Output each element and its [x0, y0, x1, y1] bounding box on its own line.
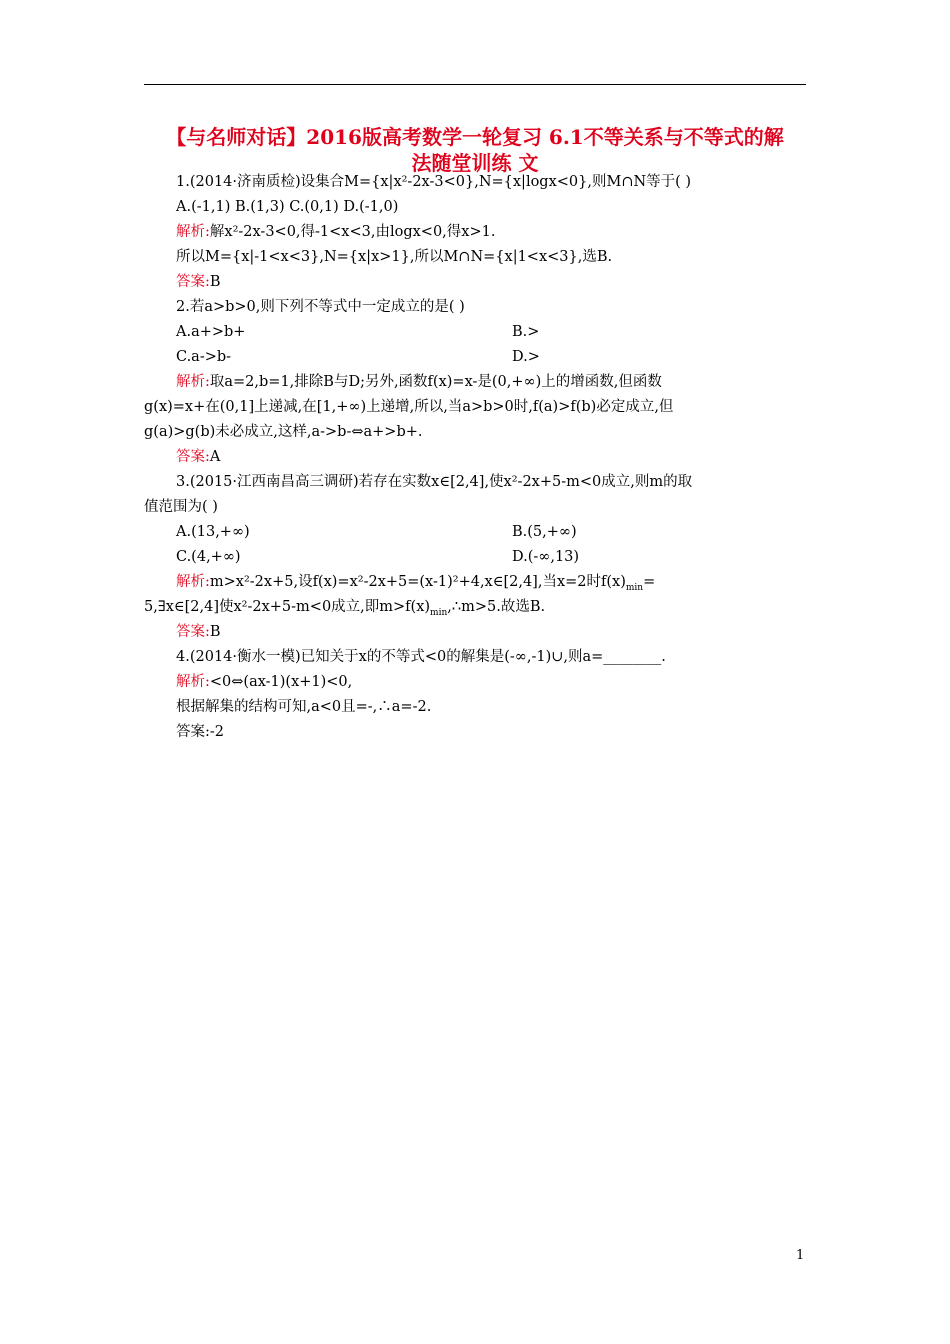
q2-stem: 2.若a>b>0,则下列不等式中一定成立的是( ) — [176, 299, 465, 315]
answer-label: 答案: — [176, 624, 210, 640]
analysis-text: 取a=2,b=1,排除B与D;另外,函数f(x)=x-是(0,+∞)上的增函数,但函数 — [209, 374, 662, 390]
q3-stem-line-1: 3.(2015·江西南昌高三调研)若存在实数x∈[2,4],使x²-2x+5-m<0成立,则m的取 — [176, 474, 693, 490]
header-rule — [144, 84, 806, 85]
q1-stem: 1.(2014·济南质检)设集合M={x|x²-2x-3<0},N={x|logx<0},则M∩N等于( ) — [176, 174, 692, 190]
q3-options-row-2 — [144, 545, 809, 570]
answer-label: 答案: — [176, 274, 210, 290]
q3-analysis-line-1 — [144, 570, 809, 595]
analysis-text: 5,∃x∈[2,4]使x²-2x+5-m<0成立,即m>f(x) — [144, 599, 431, 615]
q4-answer: 答案:-2 — [176, 724, 225, 740]
option-c: C.a->b- — [176, 349, 232, 365]
analysis-text: = — [643, 574, 656, 590]
option-b: B.> — [512, 324, 540, 340]
answer-value: B — [209, 624, 221, 640]
analysis-text: ,∴m>5.故选B. — [447, 599, 546, 615]
analysis-label: 解析: — [176, 374, 210, 390]
analysis-text: <0⇔(ax-1)(x+1)<0, — [209, 674, 353, 690]
q3-stem-line-2: 值范围为( ) — [144, 499, 218, 515]
q1-analysis-line-2: 所以M={x|-1<x<3},N={x|x>1},所以M∩N={x|1<x<3},选B. — [176, 249, 613, 265]
q2-options-row-2 — [144, 345, 809, 370]
answer-label: 答案: — [176, 449, 210, 465]
q1-analysis-line-1 — [144, 220, 809, 245]
q3-options-row-1 — [144, 520, 809, 545]
q2-analysis-line-1 — [144, 370, 809, 395]
analysis-text: 解x²-2x-3<0,得-1<x<3,由logx<0,得x>1. — [209, 224, 496, 240]
option-d: D.> — [512, 349, 540, 365]
q1-answer — [144, 270, 809, 295]
analysis-label: 解析: — [176, 574, 210, 590]
document-body — [144, 170, 809, 745]
q1-options: A.(-1,1) B.(1,3) C.(0,1) D.(-1,0) — [176, 199, 399, 215]
q4-analysis-line-1 — [144, 670, 809, 695]
q3-answer — [144, 620, 809, 645]
option-a: A.(13,+∞) — [176, 524, 250, 540]
title-line-1: 【与名师对话】2016版高考数学一轮复习 6.1不等关系与不等式的解 — [166, 125, 784, 149]
option-b: B.(5,+∞) — [512, 524, 577, 540]
option-d: D.(-∞,13) — [512, 549, 580, 565]
analysis-label: 解析: — [176, 674, 210, 690]
q4-analysis-line-2: 根据解集的结构可知,a<0且=-,∴a=-2. — [176, 699, 432, 715]
q2-answer — [144, 445, 809, 470]
q3-analysis-line-2 — [144, 595, 809, 620]
option-c: C.(4,+∞) — [176, 549, 241, 565]
min-subscript: min — [625, 582, 644, 593]
analysis-text: m>x²-2x+5,设f(x)=x²-2x+5=(x-1)²+4,x∈[2,4],当x=2时f(x) — [209, 574, 626, 590]
q2-options-row-1 — [144, 320, 809, 345]
page-number: 1 — [796, 1248, 805, 1263]
q2-analysis-line-3: g(a)>g(b)未必成立,这样,a->b-⇔a+>b+. — [144, 424, 423, 440]
min-subscript: min — [430, 607, 448, 618]
document-title — [144, 124, 806, 176]
q4-stem: 4.(2014·衡水一模)已知关于x的不等式<0的解集是(-∞,-1)∪,则a=________. — [176, 649, 666, 665]
answer-value: A — [209, 449, 221, 465]
q2-analysis-line-2: g(x)=x+在(0,1]上递减,在[1,+∞)上递增,所以,当a>b>0时,f(a)>f(b)必定成立,但 — [144, 399, 674, 415]
answer-value: B — [209, 274, 221, 290]
analysis-label: 解析: — [176, 224, 210, 240]
option-a: A.a+>b+ — [176, 324, 246, 340]
title-line-2: 法随堂训练 文 — [411, 151, 539, 175]
